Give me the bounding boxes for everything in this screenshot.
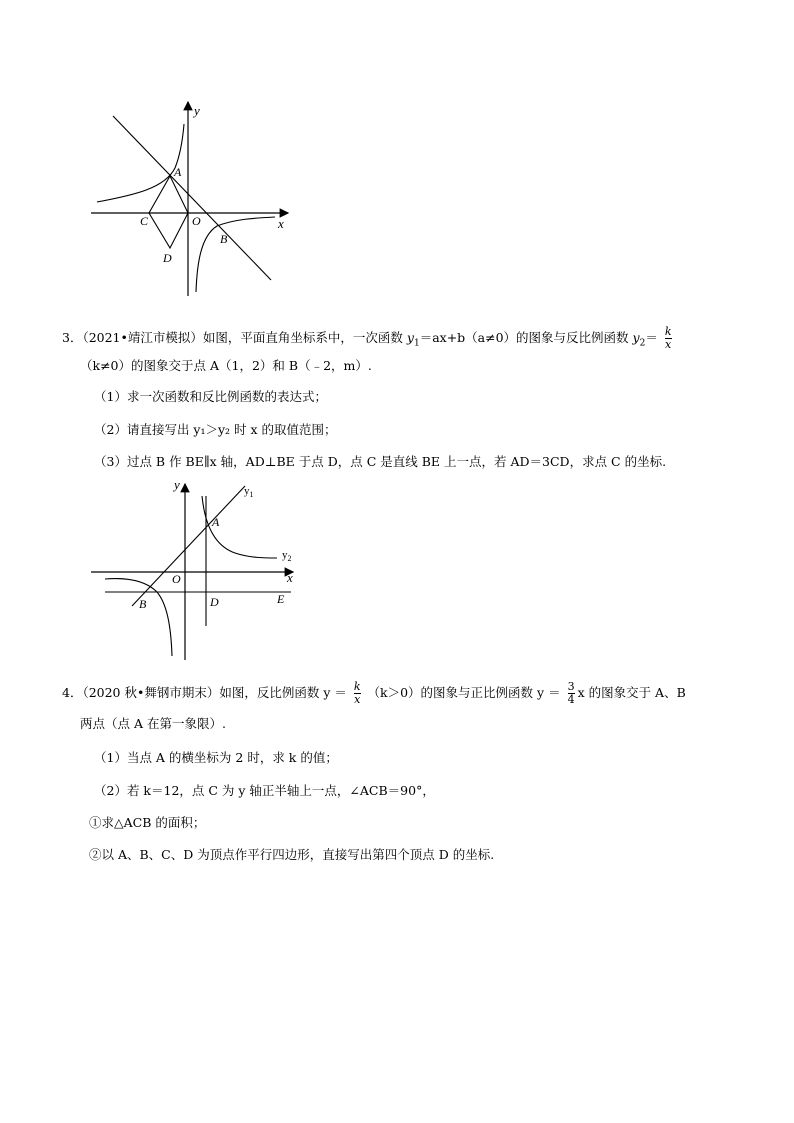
label-O: O bbox=[192, 214, 201, 228]
problem-text-2: （k＞0）的图象与正比例函数 y ＝ bbox=[367, 685, 561, 700]
equals: ＝ bbox=[645, 330, 658, 345]
problem-3-question-1: （1）求一次函数和反比例函数的表达式； bbox=[94, 389, 327, 404]
label-y1: $y_1$ bbox=[244, 485, 254, 499]
problem-4-line-1 bbox=[62, 681, 686, 706]
fraction-k-over-x bbox=[665, 326, 672, 351]
problem-3-question-3: （3）过点 B 作 BE∥x 轴，AD⊥BE 于点 D，点 C 是直线 BE 上一点，若 AD＝3CD，求点 C 的坐标. bbox=[94, 454, 667, 469]
sub-2: 2 bbox=[639, 338, 646, 349]
frac-den: 4 bbox=[567, 693, 575, 706]
problem-3-question-2: （2）请直接写出 y₁＞y₂ 时 x 的取值范围； bbox=[94, 422, 337, 437]
label-y: y bbox=[194, 103, 200, 118]
label-A: A bbox=[174, 165, 182, 179]
problem-4-question-1: （1）当点 A 的横坐标为 2 时，求 k 的值； bbox=[94, 750, 338, 765]
frac-num: k bbox=[664, 325, 672, 338]
label-E: E bbox=[277, 592, 285, 606]
line-y1 bbox=[132, 486, 245, 606]
frac-num: k bbox=[353, 680, 361, 693]
linear-function-line bbox=[113, 116, 271, 280]
frac-den: x bbox=[354, 693, 361, 706]
label-D: D bbox=[163, 251, 172, 265]
problem-text-2: ＝ax+b（a≠0）的图象与反比例函数 bbox=[419, 330, 629, 345]
problem-text: 如图，反比例函数 y ＝ bbox=[219, 685, 347, 700]
problem-3-line-1 bbox=[62, 326, 675, 352]
fraction-k-over-x bbox=[354, 681, 361, 706]
label-B: B bbox=[220, 232, 228, 246]
label-B: B bbox=[139, 597, 147, 611]
problem-4-line-2: 两点（点 A 在第一象限）. bbox=[80, 716, 226, 731]
frac-den: x bbox=[665, 338, 672, 351]
sub-1: 1 bbox=[413, 338, 420, 349]
label-D: D bbox=[210, 595, 219, 609]
frac-num: 3 bbox=[567, 680, 575, 693]
var-y1: y bbox=[406, 330, 414, 345]
problem-4-question-2-2: ②以 A、B、C、D 为顶点作平行四边形，直接写出第四个顶点 D 的坐标. bbox=[89, 847, 495, 862]
problem-4-question-2: （2）若 k＝12，点 C 为 y 轴正半轴上一点，∠ACB＝90°， bbox=[94, 783, 435, 798]
label-C: C bbox=[140, 214, 149, 228]
hyperbola-y2-q3 bbox=[105, 579, 172, 656]
problem-source: （2020 秋•舞钢市期末） bbox=[82, 685, 220, 700]
label-x: x bbox=[278, 216, 284, 231]
problem-source: （2021•靖江市模拟） bbox=[82, 330, 203, 345]
var-y2: y bbox=[632, 330, 640, 345]
figure-1-graph bbox=[85, 98, 300, 303]
label-A: A bbox=[212, 515, 220, 529]
figure-2-graph bbox=[85, 476, 310, 666]
problem-number: 4． bbox=[62, 685, 83, 700]
problem-text-3: x 的图象交于 A、B bbox=[577, 685, 686, 700]
problem-text: 如图，平面直角坐标系中，一次函数 bbox=[202, 330, 403, 345]
hyperbola-branch-q2 bbox=[97, 124, 184, 202]
label-O: O bbox=[172, 572, 181, 586]
problem-number: 3． bbox=[62, 330, 83, 345]
label-y: y bbox=[174, 477, 180, 492]
fraction-3-over-4 bbox=[568, 681, 575, 706]
hyperbola-branch-q4 bbox=[196, 217, 275, 292]
problem-3-line-2: （k≠0）的图象交于点 A（1，2）和 B（﹣2，m）. bbox=[80, 358, 372, 373]
label-y2: $y_2$ bbox=[282, 549, 292, 563]
label-x: x bbox=[287, 570, 293, 585]
problem-4-question-2-1: ①求△ACB 的面积； bbox=[89, 815, 206, 830]
